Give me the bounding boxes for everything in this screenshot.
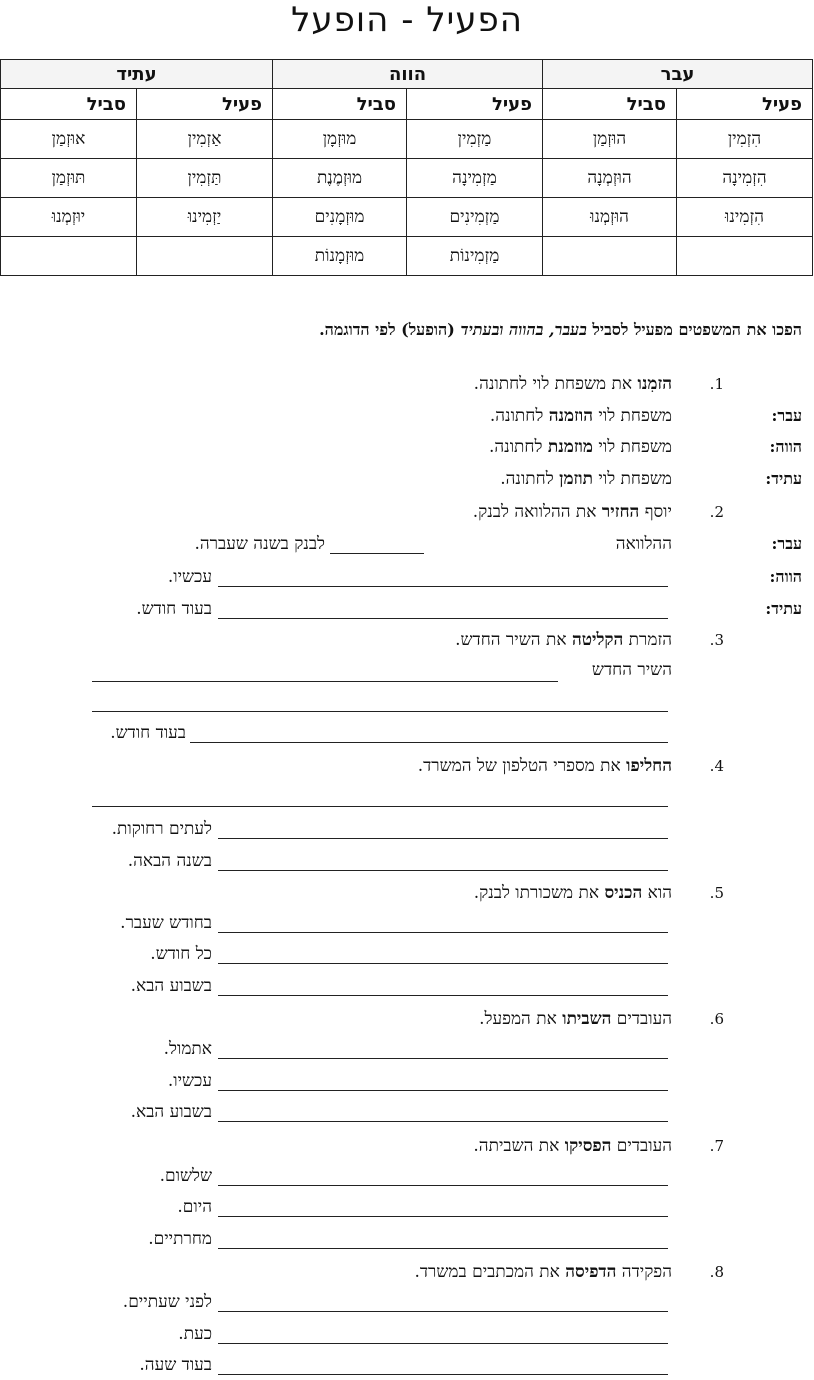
- table-cell: הִזְמִין: [677, 120, 813, 159]
- table-cell: תּוּזְמַן: [1, 159, 137, 198]
- table-cell: יוּזְמְנוּ: [1, 198, 137, 237]
- text: העובדים: [611, 1009, 672, 1029]
- table-cell: מוּזְמָן: [273, 120, 407, 159]
- sentence-rest: את השיר החדש.: [455, 630, 572, 650]
- label-future: עתיד:: [765, 599, 802, 618]
- verb: החליפו: [626, 756, 672, 776]
- exercise-number: 6.: [709, 1010, 724, 1028]
- header-active: פעיל: [677, 89, 813, 120]
- group-present: הווה: [273, 60, 543, 89]
- sentence-rest: את משפחת לוי לחתונה.: [473, 374, 638, 394]
- sentence-rest: את משכורתו לבנק.: [473, 883, 605, 903]
- answer-tail: כעת.: [178, 1324, 212, 1344]
- table-cell: מוּזְמָנוֹת: [273, 237, 407, 276]
- answer-blank[interactable]: [218, 1352, 668, 1375]
- sentence-rest: את ההלוואה לבנק.: [472, 502, 602, 522]
- table-cell: הוּזְמְנָה: [543, 159, 677, 198]
- text: הוא: [642, 883, 672, 903]
- table-cell: מוּזְמֶנֶת: [273, 159, 407, 198]
- verb: הזמִנו: [637, 374, 672, 394]
- text: לחתונה.: [489, 406, 549, 426]
- answer-start: השיר החדש: [591, 660, 672, 680]
- answer-blank[interactable]: [92, 659, 558, 682]
- answer-blank[interactable]: [218, 1321, 668, 1344]
- table-cell: הִזְמִינוּ: [677, 198, 813, 237]
- group-past: עבר: [543, 60, 813, 89]
- label-present: הווה:: [769, 567, 802, 586]
- verb: החזיר: [601, 502, 640, 522]
- sentence-rest: את המפעל.: [479, 1009, 563, 1029]
- verb: הפסיקו: [564, 1136, 612, 1156]
- exercise-sentence: [473, 1131, 672, 1161]
- answer-tail: בחודש שעבר.: [120, 913, 212, 933]
- label-present: הווה:: [769, 437, 802, 456]
- text: לחתונה.: [500, 469, 560, 489]
- table-row: [1, 198, 813, 237]
- text: משפחת לוי: [592, 437, 672, 457]
- answer-blank[interactable]: [218, 973, 668, 996]
- verb: מוזמנת: [547, 437, 593, 457]
- header-active: פעיל: [407, 89, 543, 120]
- example-past: [490, 401, 672, 431]
- header-passive: סביל: [1, 89, 137, 120]
- exercise-sentence: [414, 1257, 672, 1287]
- sentence-rest: את השביתה.: [473, 1136, 565, 1156]
- verb: הוזמנה: [548, 406, 593, 426]
- text: העובדים: [611, 1136, 672, 1156]
- answer-blank[interactable]: [218, 1163, 668, 1186]
- instruction-tenses: בעבר, בהווה ובעתיד: [460, 320, 587, 339]
- header-passive: סביל: [543, 89, 677, 120]
- answer-tail: בשנה הבאה.: [127, 851, 212, 871]
- label-future: עתיד:: [765, 469, 802, 488]
- answer-tail: לעתים רחוקות.: [111, 819, 212, 839]
- instruction-text: הפכו את המשפטים מפעיל לסביל: [586, 320, 802, 339]
- text: משפחת לוי: [592, 406, 672, 426]
- table-cell: תַּזְמִין: [137, 159, 273, 198]
- answer-blank[interactable]: [218, 1194, 668, 1217]
- answer-tail: בעוד חודש.: [110, 723, 186, 743]
- example-present: [489, 432, 672, 462]
- answer-blank[interactable]: [218, 848, 668, 871]
- exercise-sentence: [418, 751, 672, 781]
- instruction-text-end: (הופעל) לפי הדוגמה.: [319, 320, 461, 339]
- label-past: עבר:: [771, 534, 802, 553]
- answer-tail: בשבוע הבא.: [130, 976, 212, 996]
- instruction: [319, 320, 802, 340]
- exercise-number: 5.: [709, 884, 724, 902]
- conjugation-table: [0, 59, 813, 276]
- answer-blank[interactable]: [330, 531, 424, 554]
- table-cell: מַזְמִינִים: [407, 198, 543, 237]
- text: לחתונה.: [488, 437, 548, 457]
- exercise-sentence: [455, 625, 672, 655]
- table-cell: [1, 237, 137, 276]
- sentence-rest: את המכתבים במשרד.: [414, 1262, 566, 1282]
- text: הזמרת: [623, 630, 672, 650]
- table-row: [1, 237, 813, 276]
- exercise-sentence: [474, 369, 672, 399]
- exercise-sentence: [479, 1004, 672, 1034]
- header-passive: סביל: [273, 89, 407, 120]
- exercise-sentence: [474, 878, 672, 908]
- answer-blank[interactable]: [218, 941, 668, 964]
- table-row: [1, 159, 813, 198]
- answer-blank[interactable]: [218, 564, 668, 587]
- answer-blank[interactable]: [218, 1099, 668, 1122]
- exercise-number: 3.: [709, 631, 724, 649]
- answer-blank[interactable]: [218, 910, 668, 933]
- exercise-number: 1.: [709, 375, 724, 393]
- table-cell: מַזְמִינוֹת: [407, 237, 543, 276]
- text: יוסף: [639, 502, 672, 522]
- answer-blank[interactable]: [190, 720, 668, 743]
- table-cell: הוּזְמַן: [543, 120, 677, 159]
- answer-tail: לפני שעתיים.: [122, 1292, 212, 1312]
- answer-blank[interactable]: [92, 689, 668, 712]
- answer-tail: עכשיו.: [167, 1071, 212, 1091]
- answer-blank[interactable]: [218, 1068, 668, 1091]
- table-cell: מוּזְמָנִים: [273, 198, 407, 237]
- verb: הדפיסה: [565, 1262, 617, 1282]
- exercise-number: 4.: [709, 757, 724, 775]
- answer-tail: עכשיו.: [167, 567, 212, 587]
- answer-tail: מחרתיים.: [148, 1229, 212, 1249]
- table-cell: מַזְמִין: [407, 120, 543, 159]
- answer-blank[interactable]: [218, 1036, 668, 1059]
- exercise-number: 7.: [709, 1137, 724, 1155]
- table-cell: אַזְמִין: [137, 120, 273, 159]
- verb: תוזמן: [559, 469, 593, 489]
- label-past: עבר:: [771, 406, 802, 425]
- answer-blank[interactable]: [92, 784, 668, 807]
- verb: הכניס: [604, 883, 643, 903]
- exercise-number: 8.: [709, 1263, 724, 1281]
- exercise-sentence: [473, 497, 672, 527]
- answer-blank[interactable]: [218, 596, 668, 619]
- sentence-rest: את מספרי הטלפון של המשרד.: [417, 756, 627, 776]
- answer-tail: שלשום.: [159, 1166, 212, 1186]
- table-cell: הוּזְמְנוּ: [543, 198, 677, 237]
- example-future: [500, 464, 672, 494]
- answer-blank[interactable]: [218, 1289, 668, 1312]
- header-active: פעיל: [137, 89, 273, 120]
- answer-blank[interactable]: [218, 816, 668, 839]
- text: הפקידה: [616, 1262, 672, 1282]
- page-title: הפעיל - הופעל: [291, 0, 523, 40]
- table-cell: מַזְמִינָה: [407, 159, 543, 198]
- verb: השביתו: [562, 1009, 612, 1029]
- table-cell: [543, 237, 677, 276]
- answer-blank[interactable]: [218, 1226, 668, 1249]
- table-row: [1, 120, 813, 159]
- table-cell: [677, 237, 813, 276]
- verb: הקליטה: [571, 630, 624, 650]
- answer-tail: בעוד שעה.: [139, 1355, 212, 1375]
- answer-tail: כל חודש.: [150, 944, 212, 964]
- table-cell: אוּזְמַן: [1, 120, 137, 159]
- table-cell: הִזְמִינָה: [677, 159, 813, 198]
- exercise-number: 2.: [709, 503, 724, 521]
- text: משפחת לוי: [592, 469, 672, 489]
- answer-tail: בעוד חודש.: [136, 599, 212, 619]
- answer-tail: היום.: [177, 1197, 212, 1217]
- table-cell: [137, 237, 273, 276]
- table-cell: יַזְמִינוּ: [137, 198, 273, 237]
- answer-tail: אתמול.: [163, 1039, 212, 1059]
- answer-past-start: ההלוואה: [615, 534, 672, 554]
- group-future: עתיד: [1, 60, 273, 89]
- answer-tail: לבנק בשנה שעברה.: [194, 534, 325, 554]
- answer-tail: בשבוע הבא.: [130, 1102, 212, 1122]
